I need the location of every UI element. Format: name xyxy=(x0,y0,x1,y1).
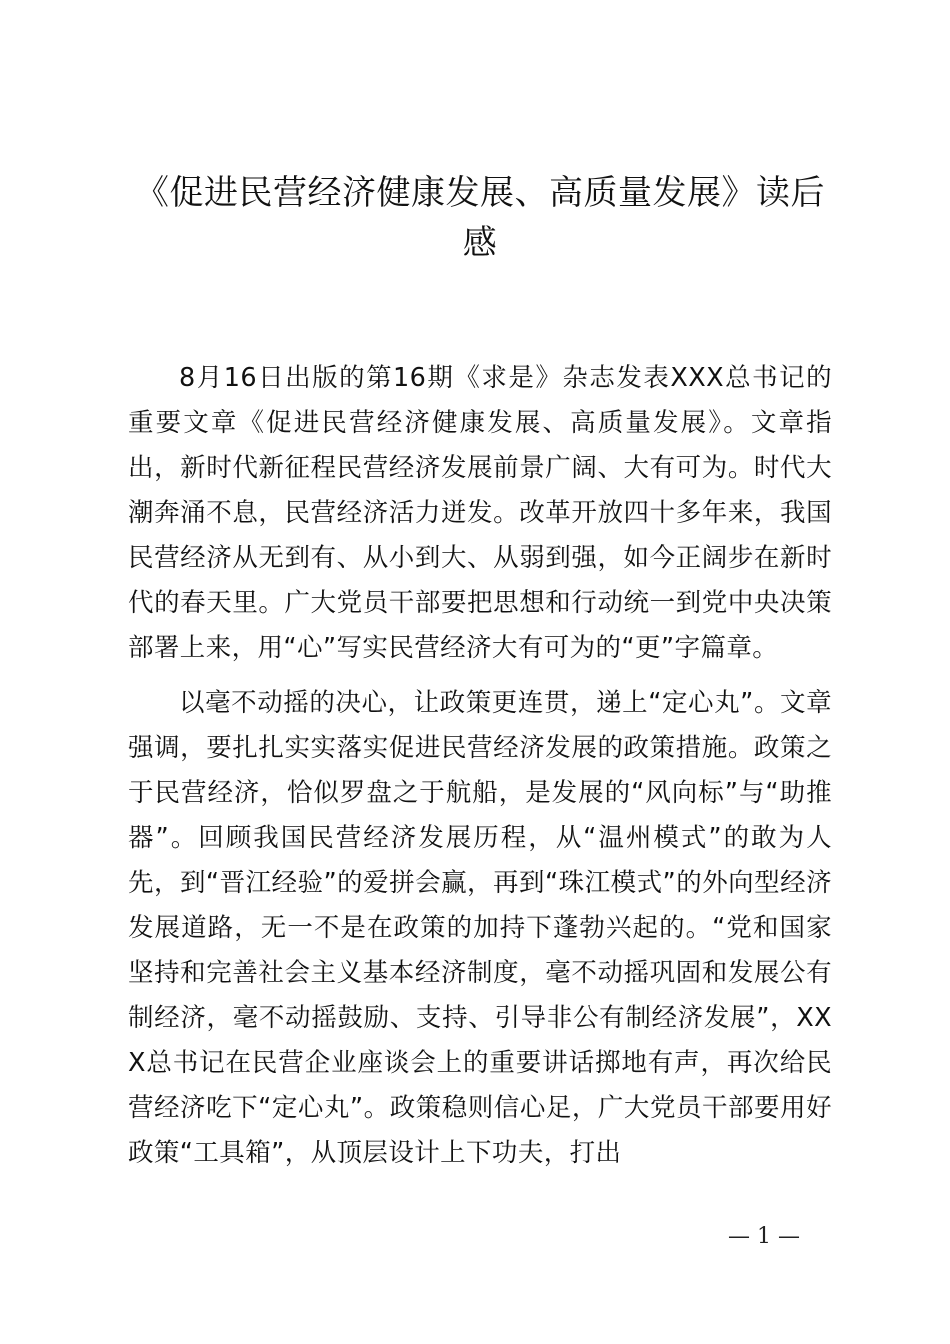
document-body xyxy=(128,356,832,1186)
page-number: — 1 — xyxy=(728,1224,800,1249)
paragraph-2: 以毫不动摇的决心，让政策更连贯，递上“定心丸”。文章强调，要扎扎实实落实促进民营经济发展的政策措施。政策之于民营经济，恰似罗盘之于航船，是发展的“风向标”与“助推器”。回顾我国民营经济发展历程，从“温州模式”的敢为人先，到“晋江经验”的爱拼会赢，再到“珠江模式”的外向型经济发展道路，无一不是在政策的加持下蓬勃兴起的。“党和国家坚持和完善社会主义基本经济制度，毫不动摇巩固和发展公有制经济，毫不动摇鼓励、支持、引导非公有制经济发展”，XXX总书记在民营企业座谈会上的重要讲话掷地有声，再次给民营经济吃下“定心丸”。政策稳则信心足，广大党员干部要用好政策“工具箱”，从顶层设计上下功夫，打出 xyxy=(128,688,832,1168)
paragraph-1: 8月16日出版的第16期《求是》杂志发表XXX总书记的重要文章《促进民营经济健康发展、高质量发展》。文章指出，新时代新征程民营经济发展前景广阔、大有可为。时代大潮奔涌不息，民营经济活力迸发。改革开放四十多年来，我国民营经济从无到有、从小到大、从弱到强，如今正阔步在新时代的春天里。广大党员干部要把思想和行动统一到党中央决策部署上来，用“心”写实民营经济大有可为的“更”字篇章。 xyxy=(128,363,832,663)
document-title: 《促进民营经济健康发展、高质量发展》读后感 xyxy=(135,173,825,263)
